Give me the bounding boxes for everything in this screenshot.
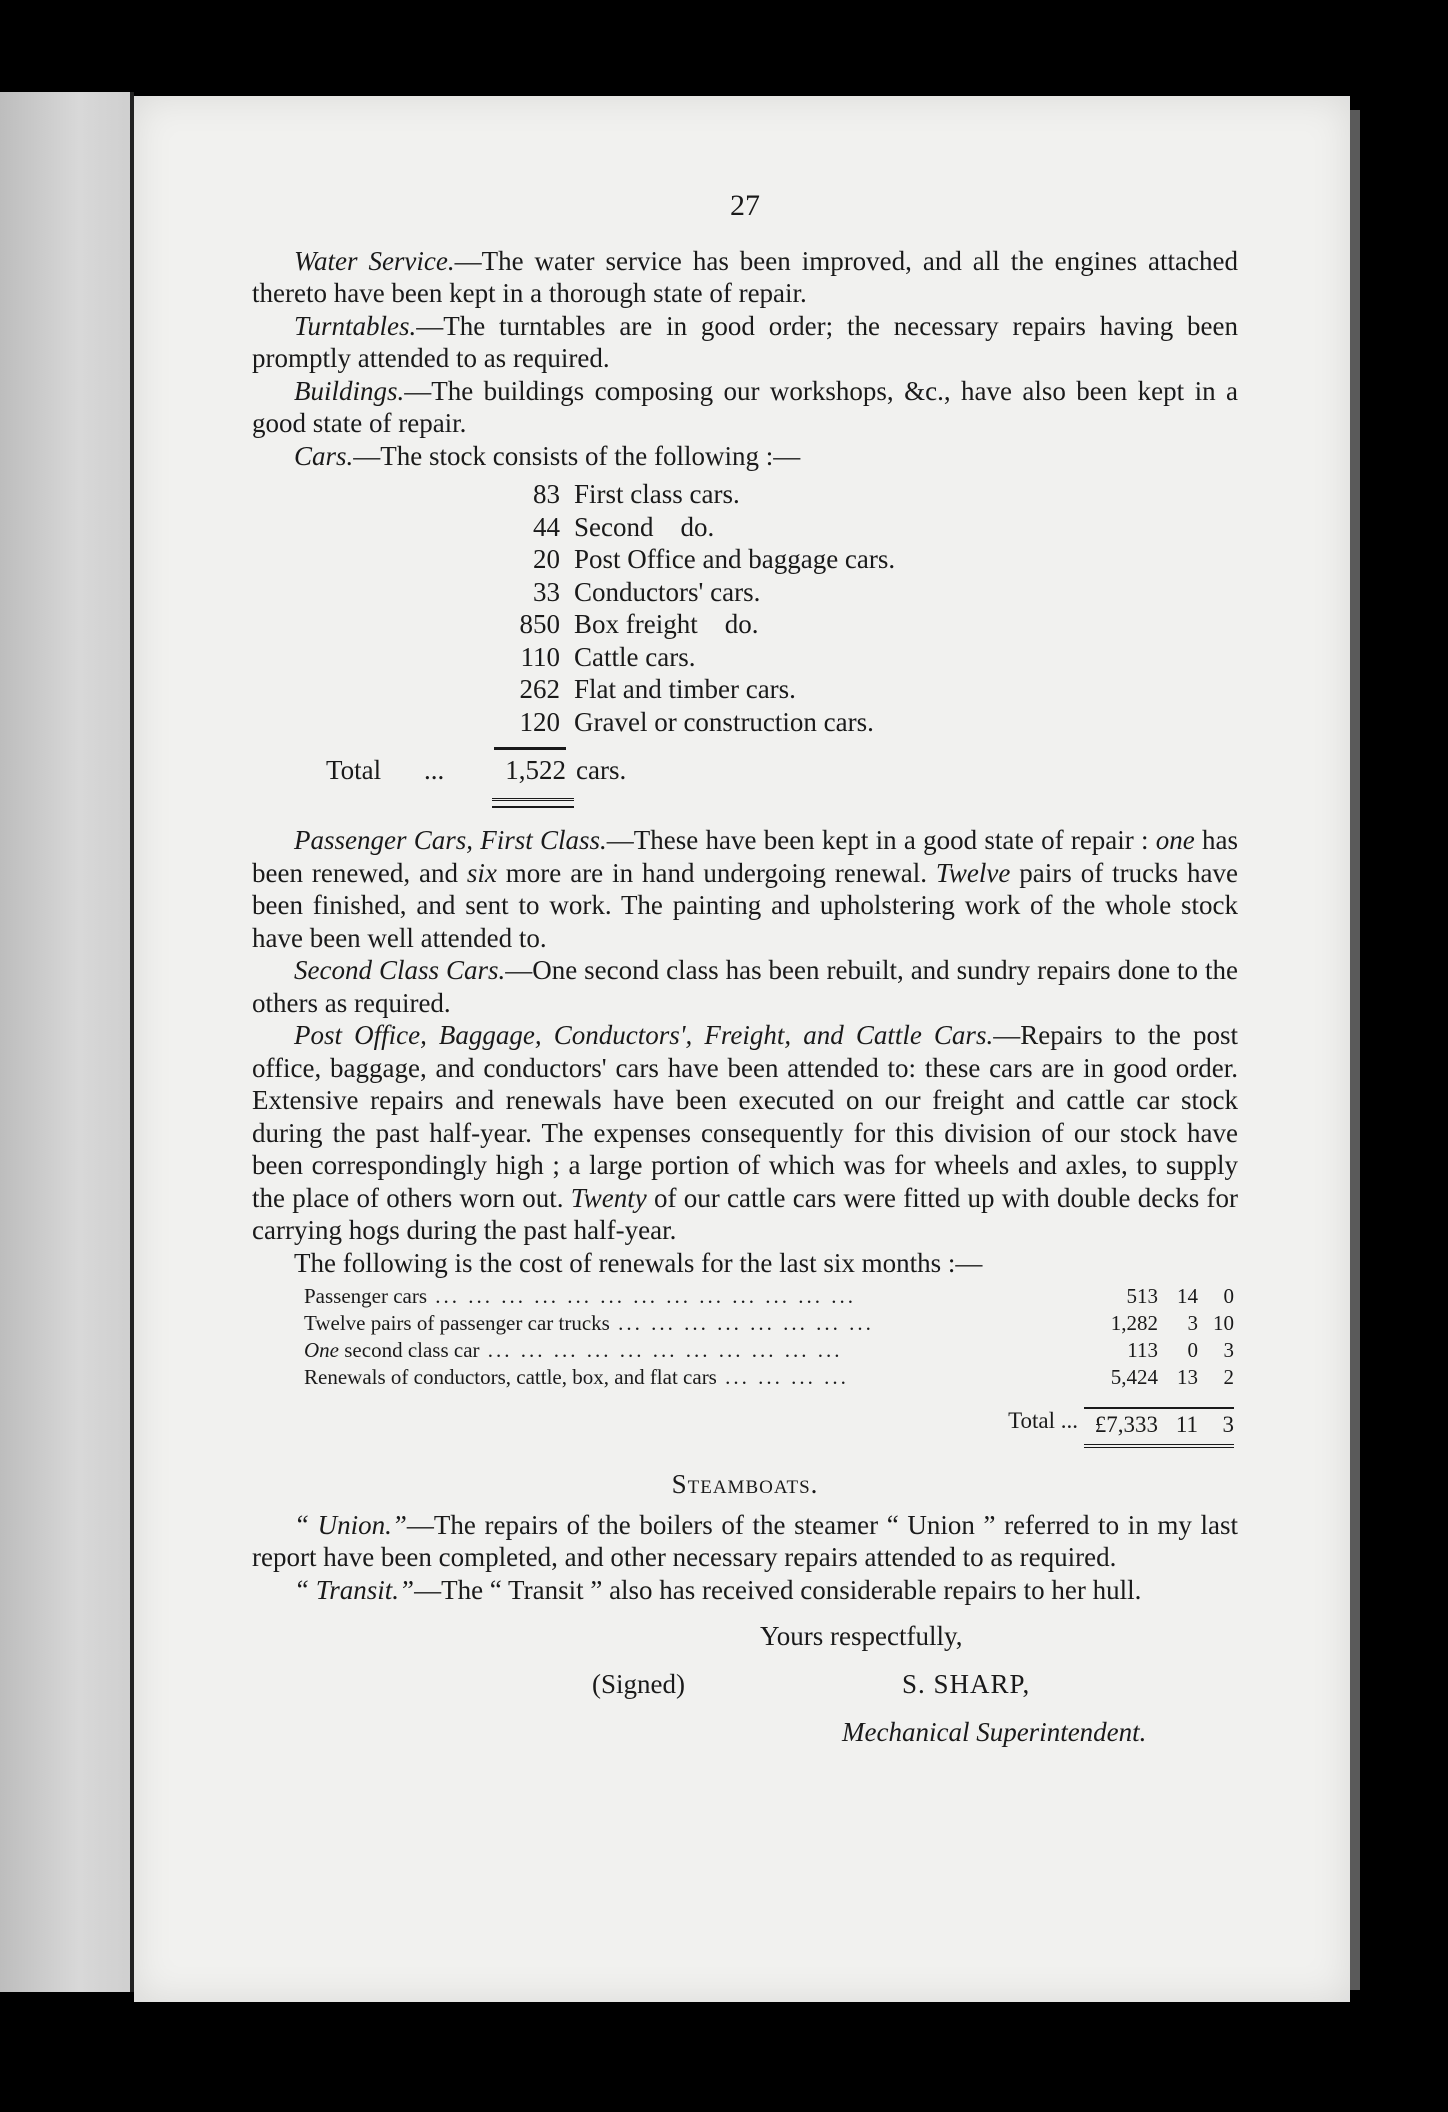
buildings-heading: Buildings. [294,375,405,406]
total-double-rule [492,798,574,808]
turntables-text: —The turntables are in good order; the necessary repairs having been promptly attended to as required. [252,310,1238,373]
cost-leader-dots: ... ... ... ... ... ... ... ... ... ... ... ... ... [427,1284,857,1308]
stock-total-unit: cars. [576,754,627,785]
water-service-paragraph [252,245,1238,310]
stock-count: 120 [519,706,560,737]
cost-leader-dots: ... ... ... ... [716,1365,849,1389]
second-class-text: —One second class has been rebuilt, and sundry repairs done to the others as required. [252,955,1238,1018]
page-content [252,190,1238,1760]
buildings-paragraph [252,375,1238,440]
stock-total [252,746,1238,786]
passenger-text-4: pairs of trucks have been finished, and sent to work. The painting and upholstering work of the whole stock have been well attended to. [252,857,1238,953]
stock-total-value: 1,522 [494,747,566,787]
cost-total-pence: 3 [1222,1412,1234,1437]
transit-heading: “ Transit.” [294,1574,415,1605]
cost-shillings: 13 [1177,1365,1198,1389]
cost-pounds: 1,282 [1110,1311,1158,1335]
second-class-heading: Second Class Cars. [294,955,506,985]
cost-pence: 2 [1223,1365,1234,1389]
cost-amount [1084,1364,1234,1391]
stock-label: Flat and timber cars. [574,674,796,704]
cost-pence: 3 [1223,1338,1234,1362]
buildings-text: —The buildings composing our workshops, &c., have also been kept in a good state of repair. [252,375,1238,438]
page-edge-shadow [1350,110,1360,1990]
passenger-cars-heading: Passenger Cars, First Class. [294,825,607,855]
cost-total-pounds: £7,333 [1094,1412,1158,1437]
signoff-block [252,1620,1238,1760]
cost-label [304,1283,1084,1310]
turntables-heading: Turntables. [294,310,417,341]
cost-label-text: Passenger cars [304,1284,428,1308]
stock-row [504,576,1238,609]
renewal-costs-table [304,1283,1234,1448]
water-service-heading: Water Service. [294,245,455,276]
stock-count: 262 [519,674,560,704]
cost-intro: The following is the cost of renewals for the last six months :— [294,1247,983,1278]
cost-amount [1084,1337,1234,1364]
cars-text: —The stock consists of the following :— [353,440,801,471]
cost-leader-dots: ... ... ... ... ... ... ... ... ... ... ... [479,1338,843,1362]
stock-count: 33 [533,576,560,607]
cost-row [304,1310,1234,1337]
stock-label: Gravel or construction cars. [574,706,874,737]
car-stock-list [504,478,1238,738]
post-office-paragraph [252,1019,1238,1247]
stock-label: Second do. [574,511,715,542]
cost-pence: 0 [1223,1284,1234,1308]
cost-label-text: Twelve pairs of passenger car trucks [304,1311,610,1335]
transit-text: —The “ Transit ” also has received considerable repairs to her hull. [414,1574,1142,1605]
cost-row [304,1283,1234,1310]
steamboats-heading: Steamboats. [671,1469,819,1499]
cost-pounds: 513 [1126,1284,1158,1308]
post-office-heading: Post Office, Baggage, Conductors', Freight, and Cattle Cars. [294,1020,994,1050]
cost-row [304,1337,1234,1364]
post-office-text-1: —Repairs to the post office, baggage, and conductors' cars have been attended to: these cars are in good order. Extensive repairs and renewals have been executed on our freight and cattle car stock during the past half-year. The expenses consequently for this division of our stock have been correspondingly high ; a large portion of which was for wheels and axles, to supply the place of others worn out. [252,1020,1238,1213]
closing-salutation: Yours respectfully, [760,1621,963,1651]
transit-paragraph [252,1574,1238,1607]
union-text: —The repairs of the boilers of the steamer “ Union ” referred to in my last report have been completed, and other necessary repairs attended to as required. [252,1509,1238,1572]
cost-total-shillings: 11 [1175,1412,1198,1437]
cars-heading: Cars. [294,440,354,471]
cost-row [304,1364,1234,1391]
stock-label: Post Office and baggage cars. [574,544,896,574]
stock-row [504,673,1238,706]
signatory-name: S. SHARP, [902,1669,1031,1699]
stock-row [504,543,1238,576]
post-office-text-2: of our cattle cars were fitted up with double decks for carrying hogs during the past half-year. [252,1182,1238,1245]
passenger-twelve: Twelve [935,857,1011,888]
stock-row [504,641,1238,674]
stock-label: Box freight do. [574,609,759,639]
union-paragraph [252,1509,1238,1574]
stock-total-label: Total [326,754,382,785]
cost-label [304,1337,1084,1364]
stock-row [504,478,1238,511]
stock-count: 110 [520,641,560,672]
previous-page-edge [0,92,132,1992]
stock-row [504,608,1238,641]
cost-label [304,1310,1084,1337]
cost-label-text: Renewals of conductors, cattle, box, and flat cars [304,1365,717,1389]
stock-count: 20 [533,544,560,574]
cost-label [304,1364,1084,1391]
cost-total-amount [1084,1407,1234,1448]
cost-shillings: 3 [1187,1311,1198,1335]
cost-pence: 10 [1213,1311,1234,1335]
union-heading: “ Union.” [294,1509,407,1540]
cost-total [304,1407,1234,1448]
cost-pounds: 113 [1127,1338,1158,1362]
stock-count: 44 [533,511,560,542]
cost-label-text: second class car [339,1338,480,1362]
turntables-paragraph [252,310,1238,375]
stock-label: Conductors' cars. [574,576,761,607]
stock-count: 850 [519,609,560,639]
signatory-title: Mechanical Superintendent. [842,1717,1147,1747]
stock-count: 83 [533,479,560,509]
passenger-cars-paragraph [252,824,1238,954]
cost-total-label: Total ... [1008,1408,1078,1433]
post-office-twenty: Twenty [570,1182,647,1213]
cost-leader-dots: ... ... ... ... ... ... ... ... [609,1311,874,1335]
cost-label-italic: One [304,1338,339,1362]
stock-label: Cattle cars. [574,641,696,672]
second-class-paragraph [252,954,1238,1019]
signed-label: (Signed) [592,1669,685,1699]
cost-amount [1084,1310,1234,1337]
cost-shillings: 0 [1187,1338,1198,1362]
passenger-text-1: —These have been kept in a good state of repair : [606,825,1156,855]
passenger-text-2: has been renewed, and [252,825,1239,888]
stock-row [504,511,1238,544]
cost-pounds: 5,424 [1110,1365,1158,1389]
passenger-six: six [466,857,497,888]
passenger-one: one [1155,825,1195,855]
stock-label: First class cars. [574,479,740,509]
stock-row [504,706,1238,739]
cars-paragraph [252,440,1238,473]
water-service-text: —The water service has been improved, and all the engines attached thereto have been kept in a thorough state of repair. [252,245,1238,308]
cost-amount [1084,1283,1234,1310]
stock-total-dots: ... [424,754,445,785]
passenger-text-3: more are in hand undergoing renewal. [496,857,936,888]
cost-shillings: 14 [1177,1284,1198,1308]
page-number: 27 [730,189,760,222]
